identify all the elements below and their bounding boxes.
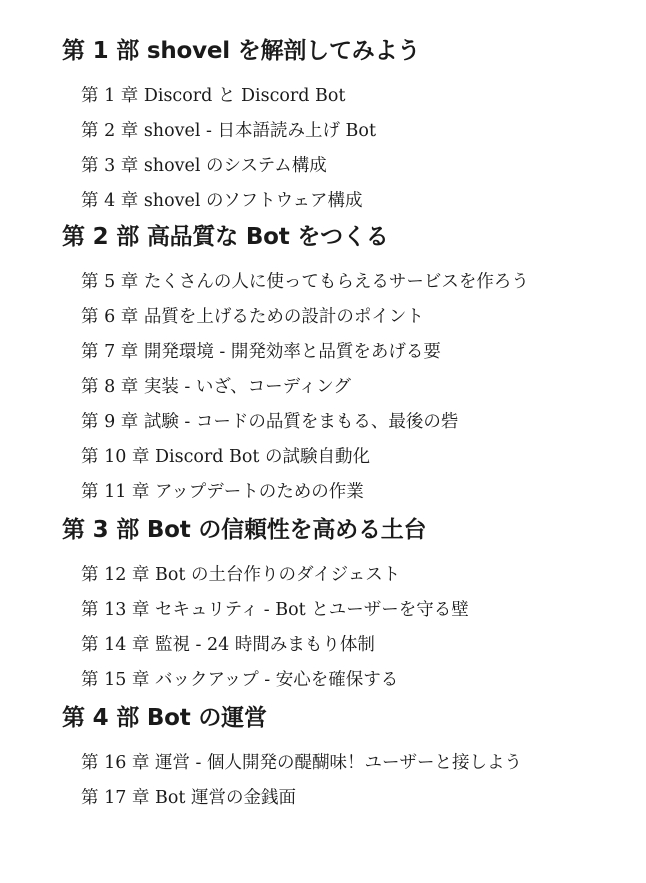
chapter-item: 第 16 章 運営 - 個人開発の醍醐味！ユーザーと接しよう <box>81 753 522 773</box>
chapter-item: 第 6 章 品質を上げるための設計のポイント <box>81 307 424 327</box>
chapter-item: 第 14 章 監視 - 24 時間みまもり体制 <box>81 635 375 655</box>
part-2 <box>0 222 646 510</box>
chapter-item: 第 2 章 shovel - 日本語読み上げ Bot <box>81 121 376 141</box>
part-4 <box>0 703 646 816</box>
part-title: 第 1 部 shovel を解剖してみよう <box>62 38 421 64</box>
chapter-item: 第 13 章 セキュリティ - Bot とユーザーを守る壁 <box>81 600 469 620</box>
chapter-item: 第 10 章 Discord Bot の試験自動化 <box>81 447 371 467</box>
part-3 <box>0 515 646 698</box>
chapter-list <box>0 746 646 816</box>
chapter-item: 第 15 章 バックアップ - 安心を確保する <box>81 670 399 690</box>
chapter-item: 第 7 章 開発環境 - 開発効率と品質をあげる要 <box>81 342 441 362</box>
part-title: 第 3 部 Bot の信頼性を高める土台 <box>62 517 427 543</box>
chapter-item: 第 12 章 Bot の土台作りのダイジェスト <box>81 565 401 585</box>
chapter-item: 第 9 章 試験 - コードの品質をまもる、最後の砦 <box>81 412 459 432</box>
chapter-item: 第 4 章 shovel のソフトウェア構成 <box>81 191 363 211</box>
part-1 <box>0 36 646 219</box>
part-title: 第 4 部 Bot の運営 <box>62 705 267 731</box>
chapter-list <box>0 265 646 510</box>
chapter-list <box>0 79 646 219</box>
chapter-item: 第 11 章 アップデートのための作業 <box>81 482 364 502</box>
part-title: 第 2 部 高品質な Bot をつくる <box>62 224 389 250</box>
chapter-item: 第 8 章 実装 - いざ、コーディング <box>81 377 351 397</box>
chapter-item: 第 5 章 たくさんの人に使ってもらえるサービスを作ろう <box>81 272 529 292</box>
chapter-item: 第 3 章 shovel のシステム構成 <box>81 156 327 176</box>
chapter-item: 第 1 章 Discord と Discord Bot <box>81 86 346 106</box>
chapter-list <box>0 558 646 698</box>
chapter-item: 第 17 章 Bot 運営の金銭面 <box>81 788 296 808</box>
